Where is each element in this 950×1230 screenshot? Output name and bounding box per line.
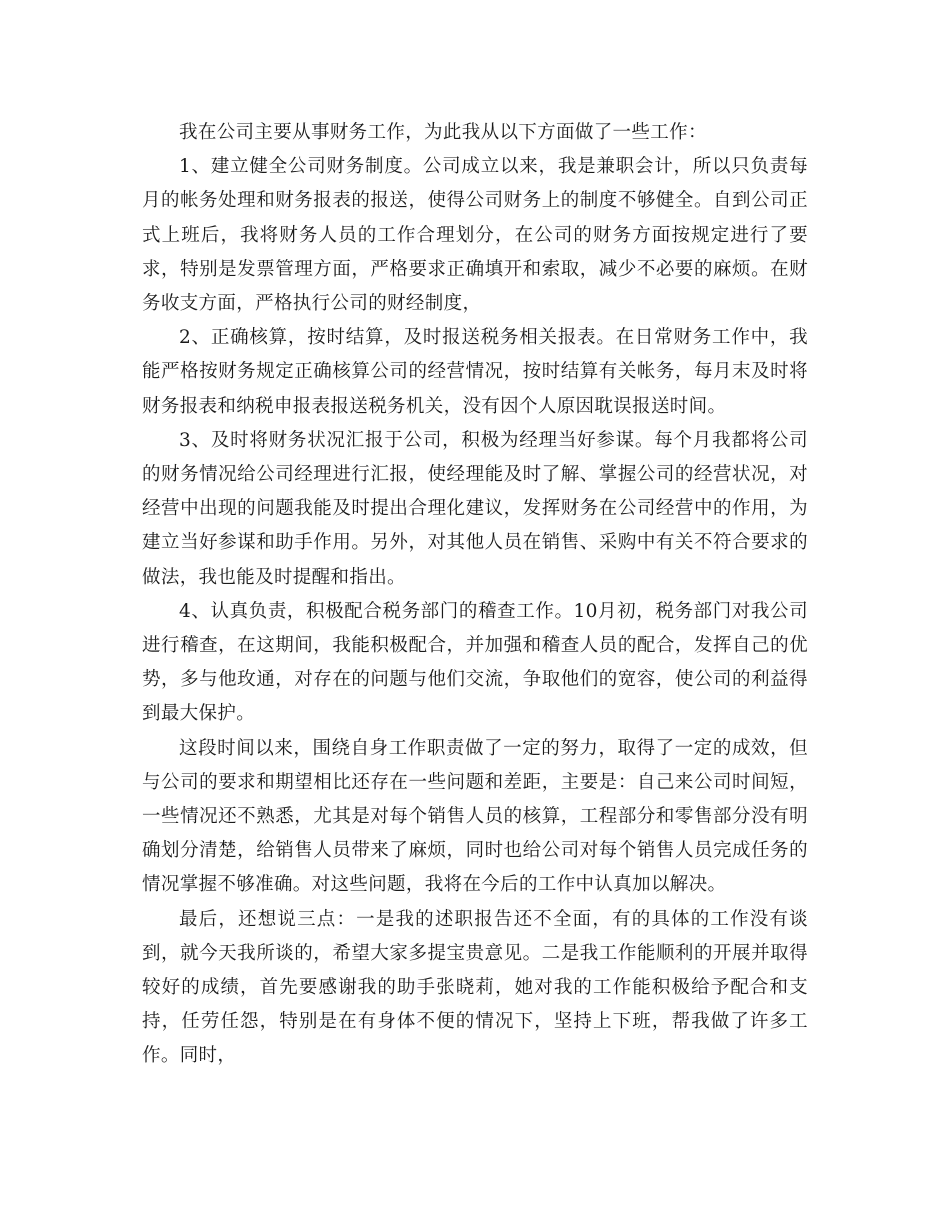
paragraph-accounting: 2、正确核算，按时结算，及时报送税务相关报表。在日常财务工作中，我能严格按财务规定正确核算公司的经营情况，按时结算有关帐务，每月末及时将财务报表和纳税申报表报送税务机关，没有因个人原因耽误报送时间。: [142, 327, 808, 417]
paragraph-reporting: 3、及时将财务状况汇报于公司，积极为经理当好参谋。每个月我都将公司的财务情况给公司经理进行汇报，使经理能及时了解、掌握公司的经营状况，对经营中出现的问题我能及时提出合理化建议，发挥财务在公司经营中的作用，为建立当好参谋和助手作用。另外，对其他人员在销售、采购中有关不符合要求的做法，我也能及时提醒和指出。: [142, 429, 808, 588]
paragraph-financial-system: 1、建立健全公司财务制度。公司成立以来，我是兼职会计，所以只负责每月的帐务处理和财务报表的报送，使得公司财务上的制度不够健全。自到公司正式上班后，我将财务人员的工作合理划分，在公司的财务方面按规定进行了要求，特别是发票管理方面，严格要求正确填开和索取，减少不必要的麻烦。在财务收支方面，严格执行公司的财经制度，: [142, 156, 808, 315]
paragraph-tax-audit: 4、认真负责，积极配合税务部门的稽查工作。10月初，税务部门对我公司进行稽查，在这期间，我能积极配合，并加强和稽查人员的配合，发挥自己的优势，多与他玫通，对存在的问题与他们交流，争取他们的宽容，使公司的利益得到最大保护。: [142, 600, 808, 725]
paragraph-closing: 最后，还想说三点：一是我的述职报告还不全面，有的具体的工作没有谈到，就今天我所谈的，希望大家多提宝贵意见。二是我工作能顺利的开展并取得较好的成绩，首先要感谢我的助手张晓莉，她对我的工作能积极给予配合和支持，任劳任怨，特别是在有身体不便的情况下，坚持上下班，帮我做了许多工作。同时，: [142, 908, 808, 1067]
intro-paragraph: 我在公司主要从事财务工作，为此我从以下方面做了一些工作：: [179, 122, 707, 143]
paragraph-shortcomings: 这段时间以来，围绕自身工作职责做了一定的努力，取得了一定的成效，但与公司的要求和期望相比还存在一些问题和差距，主要是：自己来公司时间短，一些情况还不熟悉，尤其是对每个销售人员的核算，工程部分和零售部分没有明确划分清楚，给销售人员带来了麻烦，同时也给公司对每个销售人员完成任务的情况掌握不够准确。对这些问题，我将在今后的工作中认真加以解决。: [142, 737, 808, 896]
document-body: [142, 116, 808, 1074]
